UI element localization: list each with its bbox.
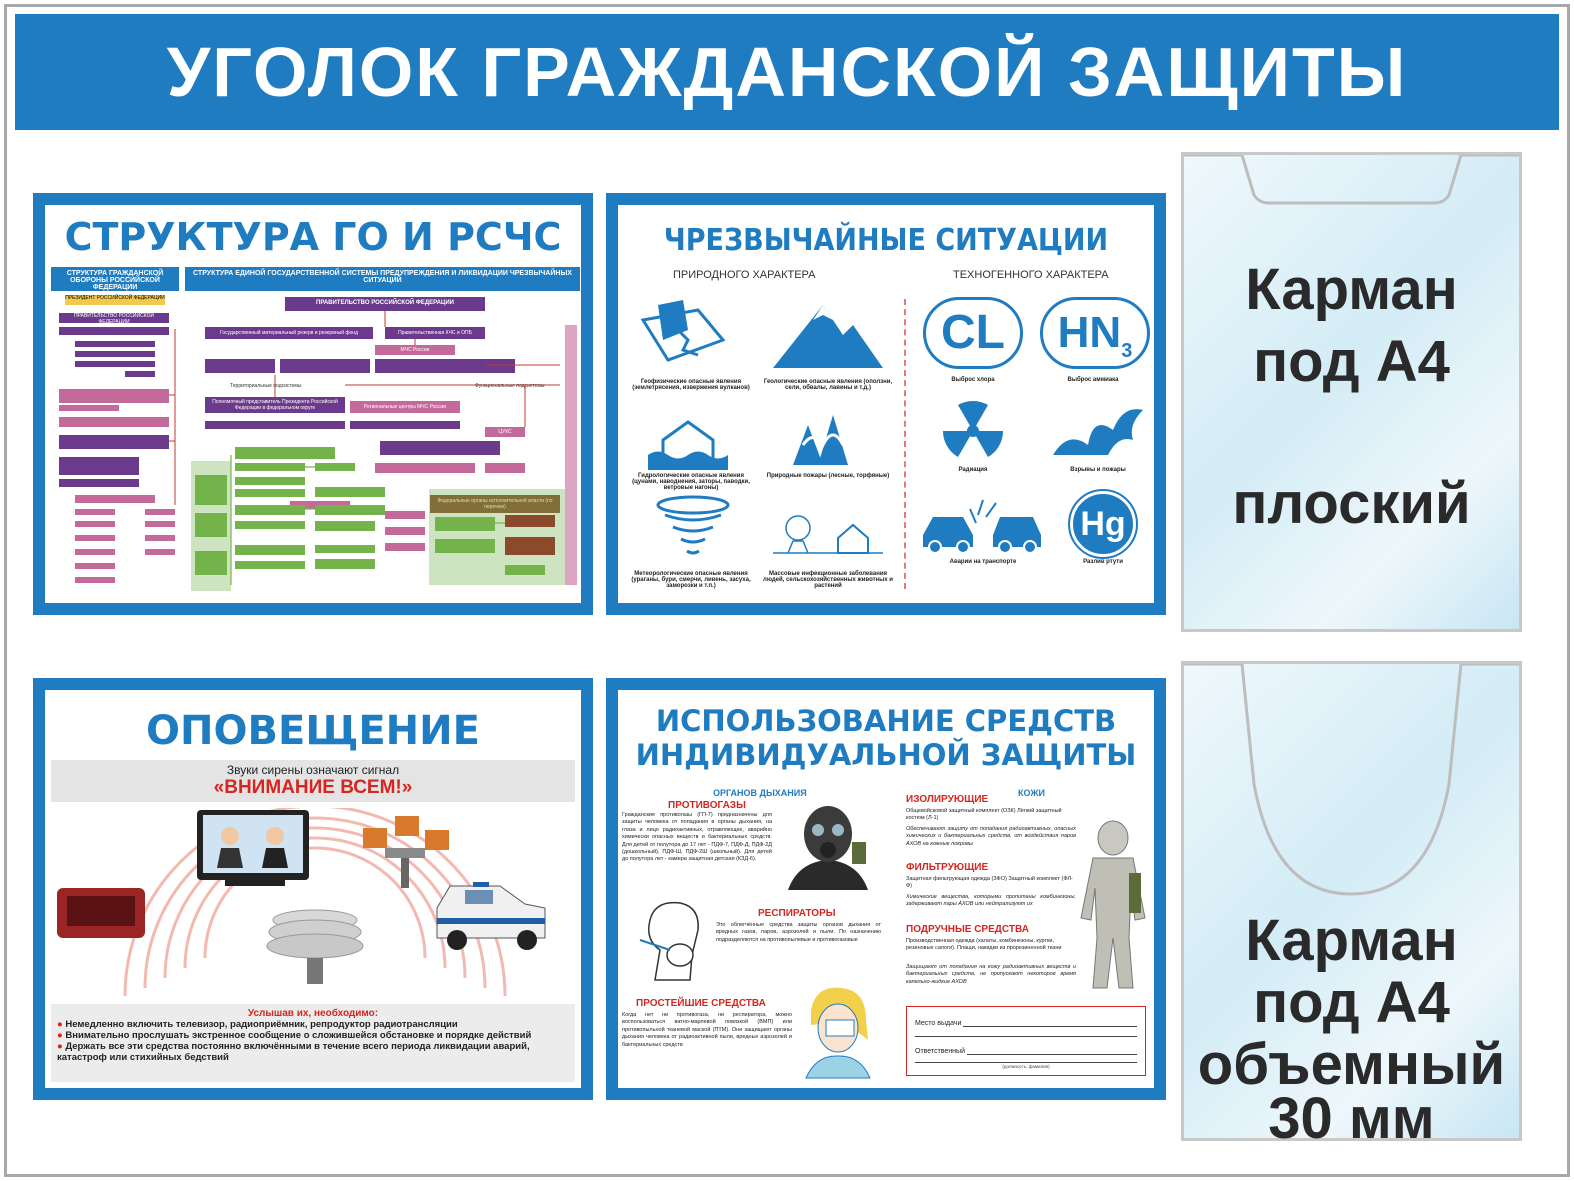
tech-item: Аварии на транспорте [949, 559, 1017, 565]
pocket-line4: 30 мм [1268, 1086, 1435, 1151]
gasmask-heading: ПРОТИВОГАЗЫ [668, 800, 746, 811]
tornado-icon [653, 495, 733, 565]
divider [904, 299, 906, 589]
natural-item: Массовые инфекционные заболевания людей, сельскохозяйственных животных и растений [763, 571, 893, 589]
mchs-box: МЧС России [375, 345, 455, 355]
gasmask-icon [778, 802, 878, 892]
issue-place-line [963, 1026, 1137, 1027]
poster-notification [33, 678, 593, 1100]
tech-item: Разлив ртути [1083, 559, 1123, 565]
improvised-text-2: Защищают от попадания на кожу радиоактивных веществ и бактериальных средств, не пропускают некоторое время капельно-жидкие АХОВ [906, 964, 1076, 985]
broadcast-illustration [45, 808, 581, 998]
sign-caption: (должность, фамилия) [1002, 1064, 1050, 1069]
explosion-icon [1048, 400, 1148, 460]
instruction-text: Внимательно прослушать экстренное сообщение о сложившейся обстановке и порядке действий [65, 1030, 532, 1041]
pocket-line2: под А4 [1253, 970, 1450, 1035]
improvised-heading: ПОДРУЧНЫЕ СРЕДСТВА [906, 924, 1029, 935]
tech-item: Взрывы и пожары [1070, 467, 1126, 473]
president-box: ПРЕЗИДЕНТ РОССИЙСКОЙ ФЕДЕРАЦИИ [65, 295, 165, 305]
poster-structure [33, 193, 593, 615]
responsible-row [915, 1037, 1137, 1055]
heard-label: Услышав их, необходимо: [247, 1008, 379, 1019]
isolating-text-2: Обеспечивают защиту от попадания радиоактивных, опасных химических и бактериальных средств, от воздействия паров АХОВ на кожные покровы [906, 826, 1076, 847]
natural-item: Гидрологические опасные явления (цунами, наводнения, заторы, паводки, ветровые нагоны) [632, 473, 750, 491]
left-government-box: ПРАВИТЕЛЬСТВО РОССИЙСКОЙ ФЕДЕРАЦИИ [59, 313, 169, 323]
isolating-text-1: Общевойсковой защитный комплект (ОЗК) Лёгкий защитный костюм (Л-1) [906, 808, 1062, 822]
blank-line [915, 1055, 1137, 1063]
poster-emergencies [606, 193, 1166, 615]
natural-item: Природные пожары (лесные, торфяные) [766, 473, 890, 479]
protective-suit-icon [1073, 818, 1153, 998]
radiation-icon [938, 397, 1008, 461]
pocket-line1: Карман [1245, 908, 1458, 973]
technogenic-header: ТЕХНОГЕННОГО ХАРАКТЕРА [953, 269, 1109, 281]
respirator-icon [630, 895, 710, 985]
instruction-text: Немедленно включить телевизор, радиоприёмник, репродуктор радиотрансляции [65, 1019, 458, 1030]
signal-text: «ВНИМАНИЕ ВСЕМ!» [213, 777, 413, 798]
natural-header: ПРИРОДНОГО ХАРАКТЕРА [673, 269, 816, 281]
poster-title-line2: ИНДИВИДУАЛЬНОЙ ЗАЩИТЫ [635, 738, 1137, 772]
issue-place-label: Место выдачи [915, 1020, 962, 1027]
responsible-label: Ответственный [915, 1048, 965, 1055]
blank-line [915, 1027, 1137, 1037]
bullet-icon: ● [57, 1019, 66, 1030]
federal-organ-box: Федеральные органы исполнительной власти (по перечню) [430, 495, 560, 513]
structure-right-header: СТРУКТУРА ЕДИНОЙ ГОСУДАРСТВЕННОЙ СИСТЕМЫ ПРЕДУПРЕЖДЕНИЯ И ЛИКВИДАЦИИ ЧРЕЗВЫЧАЙНЫХ СИТУАЦИЙ [185, 267, 580, 291]
bullet-icon: ● [57, 1041, 66, 1052]
ammonia-icon [1040, 297, 1150, 369]
instruction-item [57, 1041, 569, 1063]
mountain-icon [768, 300, 888, 370]
regional-center-box: Региональные центры МЧС России [350, 401, 460, 413]
signature-box [906, 1006, 1146, 1076]
cuks-box: ЦУКС [485, 427, 525, 437]
natural-item: Геологические опасные явления (оползни, сели, обвалы, лавины и т.д.) [763, 379, 893, 391]
instruction-text: Держать все эти средства постоянно включёнными в течение всего периода ликвидации аварий, катастроф или стихийных бедствий [57, 1041, 530, 1063]
respirator-text: Это облегчённые средства защиты органов дыхания от вредных газов, паров, аэрозолей и пыли. По назначению подразделяются на противопылевые и противогазовые [716, 922, 881, 943]
instructions-list [57, 1019, 569, 1063]
instruction-item [57, 1019, 569, 1030]
poster-ppe [606, 678, 1166, 1100]
pocket-slot-icon [1184, 155, 1519, 215]
simple-text: Когда нет ни противогаза, ни респиратора, можно воспользоваться ватно-марлевой повязкой (ВМП) или противопыльной тканевой маской (ПТМ). Они защищают органы дыхания человека от радиоактивной пыли, вредных аэрозолей и бактериальных средств [622, 1012, 792, 1048]
territorial-label: Территориальные подсистемы [230, 383, 302, 389]
tech-item: Радиация [958, 467, 988, 473]
natural-item: Метеорологические опасные явления (ураганы, бури, смерчи, ливень, засуха, заморозки и т.п.) [631, 571, 751, 589]
pocket-line3: плоский [1232, 471, 1471, 536]
structure-left-header: СТРУКТУРА ГРАЖДАНСКОЙ ОБОРОНЫ РОССИЙСКОЙ ФЕДЕРАЦИИ [51, 267, 179, 291]
siren-text: Звуки сирены означают сигнал [226, 763, 400, 777]
pocket-slot-icon [1184, 664, 1519, 904]
functional-label: Функциональные подсистемы [475, 383, 545, 389]
tech-item: Выброс аммиака [1067, 377, 1119, 383]
pocket-line2: под А4 [1253, 329, 1450, 394]
government-box: ПРАВИТЕЛЬСТВО РОССИЙСКОЙ ФЕДЕРАЦИИ [285, 297, 485, 311]
instructions-box [51, 1004, 575, 1082]
tech-item: Выброс хлора [951, 377, 995, 383]
improvised-text-1: Производственная одежда (халаты, комбинезоны, куртки, резиновые сапоги). Плащи, накидки из прорезиненной ткани [906, 938, 1062, 952]
epidemic-icon [768, 503, 888, 563]
poster-title: ЧРЕЗВЫЧАЙНЫЕ СИТУАЦИИ [663, 223, 1109, 258]
respirator-heading: РЕСПИРАТОРЫ [758, 908, 836, 919]
chlorine-icon: CL [923, 297, 1023, 369]
pocket-flat[interactable] [1181, 152, 1522, 632]
isolating-heading: ИЗОЛИРУЮЩИЕ [906, 794, 989, 805]
pocket-line1: Карман [1245, 257, 1458, 322]
skin-header: КОЖИ [1018, 788, 1045, 798]
ammonia-subscript: 3 [1121, 339, 1133, 362]
plenipotentiary-box: Полномочный представитель Президента Российской Федерации в федеральном округе [205, 397, 345, 413]
pocket-volumetric[interactable] [1181, 661, 1522, 1151]
filtering-text-2: Химические вещества, которыми пропитаны комбинезоны, задерживают пары АХОВ или нейтрализуют их [906, 894, 1076, 908]
issue-place-row [915, 1011, 1137, 1027]
gasmask-text: Гражданские противогазы (ГП-7) предназначены для защиты человека от попадания в органы дыхания, на глаза и лицо радиоактивных, отравляющих, аварийно химически опасных веществ и бактериальных средств. Для детей от полутора до 17 лет - ПДФ-7, ПДФ-Д, ПДФ-2Д (дошкольный), ПДФ-Ш, ПДФ-2Ш (школьный). Для детей до полутора лет - камера защитная детская (КЗД-6). [622, 812, 772, 863]
car-crash-icon [918, 495, 1048, 555]
earthquake-icon [638, 300, 728, 370]
stand-title: УГОЛОК ГРАЖДАНСКОЙ ЗАЩИТЫ [166, 33, 1408, 111]
instruction-item [57, 1030, 569, 1041]
siren-box [51, 760, 575, 802]
title-banner [15, 14, 1559, 130]
forest-fire-icon [783, 405, 863, 470]
filtering-text-1: Защитная фильтрующая одежда (ЗФО) Защитный комплект (ФЛ-Ф) [906, 876, 1073, 890]
flood-icon [648, 410, 728, 470]
poster-title: ОПОВЕЩЕНИЕ [146, 708, 480, 754]
poster-title: СТРУКТУРА ГО И РСЧС [64, 215, 562, 259]
mercury-icon: Hg [1070, 491, 1136, 557]
commission-box: Правительственная КЧС и ОПБ [385, 327, 485, 339]
responsible-line [967, 1054, 1137, 1055]
poster-title-line1: ИСПОЛЬЗОВАНИЕ СРЕДСТВ [655, 704, 1117, 738]
bullet-icon: ● [57, 1030, 66, 1041]
ammonia-label: HN [1057, 308, 1122, 357]
pocket-line3: объемный [1197, 1032, 1506, 1097]
gauze-bandage-icon [796, 980, 876, 1080]
simple-heading: ПРОСТЕЙШИЕ СРЕДСТВА [636, 998, 766, 1009]
respiratory-header: ОРГАНОВ ДЫХАНИЯ [713, 788, 807, 798]
reserve-box: Государственный материальный резерв и резервный фонд [205, 327, 373, 339]
filtering-heading: ФИЛЬТРУЮЩИЕ [906, 862, 989, 873]
natural-item: Геофизические опасные явления (землетрясения, извержения вулканов) [632, 379, 750, 391]
